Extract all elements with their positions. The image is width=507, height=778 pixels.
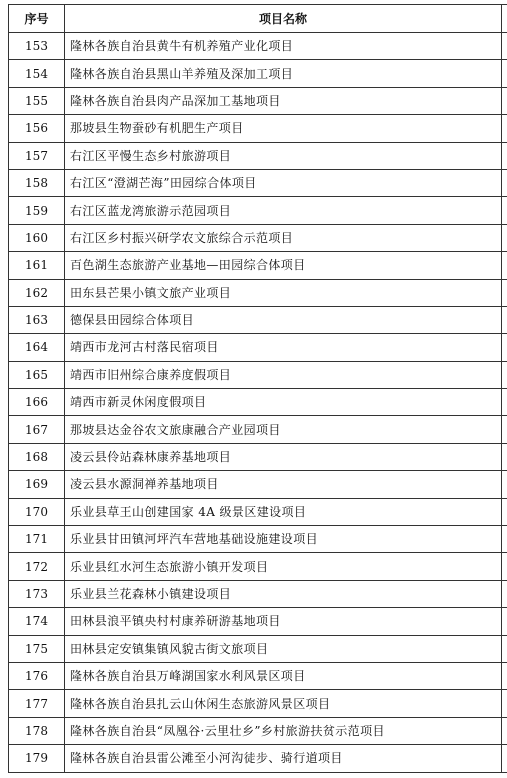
serial-number-cell: 166	[9, 389, 65, 416]
table-row	[9, 252, 507, 279]
serial-number-cell: 170	[9, 498, 65, 525]
extra-cell	[502, 471, 507, 498]
extra-cell	[502, 252, 507, 279]
table-row	[9, 334, 507, 361]
table-row	[9, 60, 507, 87]
serial-number-cell: 159	[9, 197, 65, 224]
serial-number-cell: 168	[9, 443, 65, 470]
project-name-cell: 隆林各族自治县扎云山休闲生态旅游风景区项目	[65, 690, 502, 717]
extra-cell	[502, 717, 507, 744]
table-row	[9, 553, 507, 580]
table-row	[9, 389, 507, 416]
table-row	[9, 635, 507, 662]
extra-cell	[502, 169, 507, 196]
extra-cell	[502, 745, 507, 772]
table-row	[9, 361, 507, 388]
extra-cell	[502, 553, 507, 580]
serial-number-cell: 177	[9, 690, 65, 717]
table-row	[9, 580, 507, 607]
serial-number-cell: 163	[9, 306, 65, 333]
project-name-cell: 田林县定安镇集镇风貌古街文旅项目	[65, 635, 502, 662]
header-serial-number: 序号	[9, 5, 65, 33]
serial-number-cell: 176	[9, 662, 65, 689]
table-row	[9, 115, 507, 142]
project-name-cell: 乐业县甘田镇河坪汽车营地基础设施建设项目	[65, 526, 502, 553]
project-name-cell: 右江区平慢生态乡村旅游项目	[65, 142, 502, 169]
table-row	[9, 443, 507, 470]
project-name-cell: 田东县芒果小镇文旅产业项目	[65, 279, 502, 306]
extra-cell	[502, 60, 507, 87]
extra-cell	[502, 416, 507, 443]
table-row	[9, 33, 507, 60]
serial-number-cell: 172	[9, 553, 65, 580]
table-body	[9, 33, 507, 773]
extra-cell	[502, 279, 507, 306]
extra-cell	[502, 361, 507, 388]
project-name-cell: 靖西市龙河古村落民宿项目	[65, 334, 502, 361]
serial-number-cell: 164	[9, 334, 65, 361]
extra-cell	[502, 580, 507, 607]
project-name-cell: 隆林各族自治县雷公滩至小河沟徒步、骑行道项目	[65, 745, 502, 772]
table-row	[9, 717, 507, 744]
header-row	[9, 5, 507, 33]
extra-cell	[502, 115, 507, 142]
project-name-cell: 德保县田园综合体项目	[65, 306, 502, 333]
serial-number-cell: 158	[9, 169, 65, 196]
header-extra-column	[502, 5, 507, 33]
project-name-cell: 隆林各族自治县黄牛有机养殖产业化项目	[65, 33, 502, 60]
extra-cell	[502, 662, 507, 689]
project-name-cell: 百色湖生态旅游产业基地—田园综合体项目	[65, 252, 502, 279]
extra-cell	[502, 306, 507, 333]
serial-number-cell: 161	[9, 252, 65, 279]
project-name-cell: 隆林各族自治县肉产品深加工基地项目	[65, 87, 502, 114]
table-row	[9, 471, 507, 498]
project-name-cell: 乐业县兰花森林小镇建设项目	[65, 580, 502, 607]
project-name-cell: 那坡县达金谷农文旅康融合产业园项目	[65, 416, 502, 443]
header-project-name: 项目名称	[65, 5, 502, 33]
table-row	[9, 224, 507, 251]
serial-number-cell: 174	[9, 608, 65, 635]
serial-number-cell: 179	[9, 745, 65, 772]
project-name-cell: 凌云县伶站森林康养基地项目	[65, 443, 502, 470]
serial-number-cell: 169	[9, 471, 65, 498]
extra-cell	[502, 33, 507, 60]
serial-number-cell: 175	[9, 635, 65, 662]
project-table	[8, 4, 507, 773]
project-name-cell: 靖西市旧州综合康养度假项目	[65, 361, 502, 388]
project-name-cell: 靖西市新灵休闲度假项目	[65, 389, 502, 416]
serial-number-cell: 173	[9, 580, 65, 607]
extra-cell	[502, 608, 507, 635]
extra-cell	[502, 443, 507, 470]
table-row	[9, 416, 507, 443]
table-row	[9, 690, 507, 717]
extra-cell	[502, 498, 507, 525]
table-row	[9, 279, 507, 306]
project-name-cell: 凌云县水源洞禅养基地项目	[65, 471, 502, 498]
serial-number-cell: 171	[9, 526, 65, 553]
project-name-cell: 右江区乡村振兴研学农文旅综合示范项目	[65, 224, 502, 251]
project-name-cell: 隆林各族自治县黑山羊养殖及深加工项目	[65, 60, 502, 87]
serial-number-cell: 160	[9, 224, 65, 251]
table-header	[9, 5, 507, 33]
extra-cell	[502, 389, 507, 416]
extra-cell	[502, 142, 507, 169]
serial-number-cell: 153	[9, 33, 65, 60]
project-name-cell: 那坡县生物蚕砂有机肥生产项目	[65, 115, 502, 142]
table-row	[9, 306, 507, 333]
serial-number-cell: 157	[9, 142, 65, 169]
project-name-cell: 隆林各族自治县万峰湖国家水利风景区项目	[65, 662, 502, 689]
extra-cell	[502, 334, 507, 361]
extra-cell	[502, 635, 507, 662]
extra-cell	[502, 690, 507, 717]
table-row	[9, 745, 507, 772]
table-row	[9, 169, 507, 196]
table-row	[9, 197, 507, 224]
extra-cell	[502, 87, 507, 114]
project-name-cell: 乐业县红水河生态旅游小镇开发项目	[65, 553, 502, 580]
extra-cell	[502, 526, 507, 553]
serial-number-cell: 155	[9, 87, 65, 114]
table-row	[9, 526, 507, 553]
serial-number-cell: 162	[9, 279, 65, 306]
table-row	[9, 662, 507, 689]
serial-number-cell: 156	[9, 115, 65, 142]
project-name-cell: 隆林各族自治县“凤凰谷·云里壮乡”乡村旅游扶贫示范项目	[65, 717, 502, 744]
serial-number-cell: 154	[9, 60, 65, 87]
serial-number-cell: 178	[9, 717, 65, 744]
serial-number-cell: 165	[9, 361, 65, 388]
table-row	[9, 498, 507, 525]
table-row	[9, 608, 507, 635]
project-name-cell: 右江区蓝龙湾旅游示范园项目	[65, 197, 502, 224]
table-row	[9, 142, 507, 169]
extra-cell	[502, 224, 507, 251]
serial-number-cell: 167	[9, 416, 65, 443]
extra-cell	[502, 197, 507, 224]
project-name-cell: 乐业县草王山创建国家 4A 级景区建设项目	[65, 498, 502, 525]
project-name-cell: 田林县浪平镇央村村康养研游基地项目	[65, 608, 502, 635]
project-name-cell: 右江区“澄湖芒海”田园综合体项目	[65, 169, 502, 196]
table-row	[9, 87, 507, 114]
